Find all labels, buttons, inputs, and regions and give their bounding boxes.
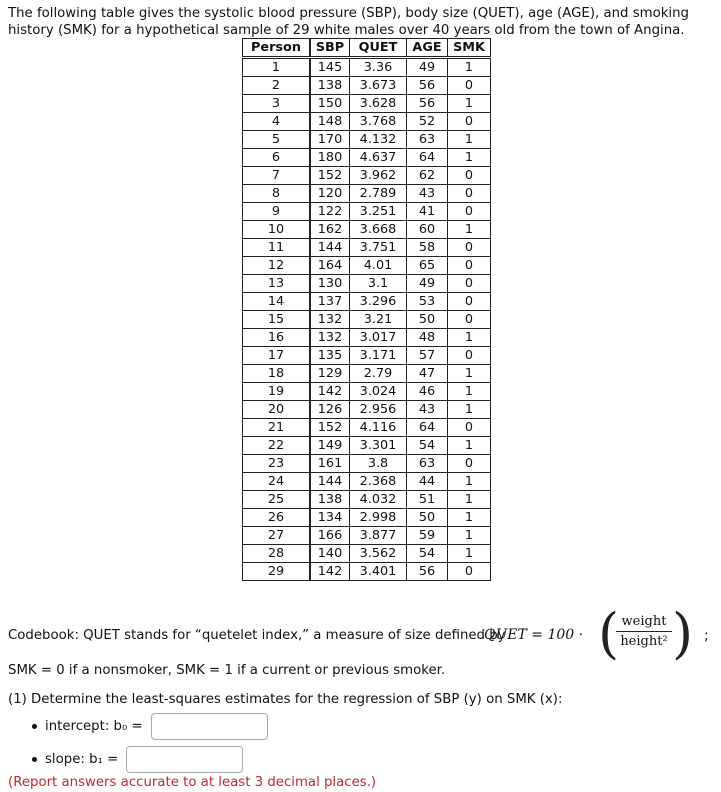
quet-formula: QUET = 100 · xyxy=(484,627,584,643)
intro-text: The following table gives the systolic blood pressure (SBP), body size (QUET), age (AGE), and smoking history (SMK) for a hypothetical sample of 29 white males over 40 years old from the town of Angina. xyxy=(8,6,689,38)
cell-smk: 0 xyxy=(448,455,491,473)
table-row xyxy=(243,473,491,491)
cell-smk: 1 xyxy=(448,149,491,167)
cell-sbp: 142 xyxy=(310,383,350,401)
cell-sbp: 149 xyxy=(310,437,350,455)
cell-quet: 4.116 xyxy=(350,419,407,437)
cell-quet: 3.962 xyxy=(350,167,407,185)
cell-sbp: 122 xyxy=(310,203,350,221)
cell-quet: 3.171 xyxy=(350,347,407,365)
cell-sbp: 161 xyxy=(310,455,350,473)
cell-age: 60 xyxy=(407,221,448,239)
cell-smk: 0 xyxy=(448,275,491,293)
cell-person: 10 xyxy=(243,221,311,239)
cell-quet: 2.998 xyxy=(350,509,407,527)
cell-sbp: 130 xyxy=(310,275,350,293)
table-row xyxy=(243,257,491,275)
cell-smk: 0 xyxy=(448,167,491,185)
cell-person: 11 xyxy=(243,239,311,257)
table-row xyxy=(243,275,491,293)
cell-sbp: 138 xyxy=(310,77,350,95)
cell-person: 28 xyxy=(243,545,311,563)
cell-smk: 1 xyxy=(448,329,491,347)
header-quet: QUET xyxy=(350,39,407,58)
table-row xyxy=(243,131,491,149)
cell-quet: 4.032 xyxy=(350,491,407,509)
cell-smk: 1 xyxy=(448,58,491,77)
cell-age: 49 xyxy=(407,275,448,293)
cell-quet: 3.401 xyxy=(350,563,407,581)
header-sbp: SBP xyxy=(310,39,350,58)
cell-person: 29 xyxy=(243,563,311,581)
table-row xyxy=(243,239,491,257)
cell-age: 59 xyxy=(407,527,448,545)
cell-age: 63 xyxy=(407,131,448,149)
cell-sbp: 170 xyxy=(310,131,350,149)
cell-sbp: 140 xyxy=(310,545,350,563)
table-row xyxy=(243,167,491,185)
cell-quet: 2.368 xyxy=(350,473,407,491)
cell-smk: 1 xyxy=(448,473,491,491)
intercept-input[interactable] xyxy=(151,713,268,740)
intercept-row xyxy=(32,713,268,740)
cell-quet: 3.562 xyxy=(350,545,407,563)
cell-age: 47 xyxy=(407,365,448,383)
cell-smk: 0 xyxy=(448,257,491,275)
cell-sbp: 120 xyxy=(310,185,350,203)
precision-note: (Report answers accurate to at least 3 decimal places.) xyxy=(8,775,377,790)
cell-age: 57 xyxy=(407,347,448,365)
cell-sbp: 150 xyxy=(310,95,350,113)
cell-age: 49 xyxy=(407,58,448,77)
table-row xyxy=(243,185,491,203)
intercept-label: intercept: b₀ = xyxy=(45,719,143,734)
cell-quet: 3.628 xyxy=(350,95,407,113)
cell-person: 24 xyxy=(243,473,311,491)
question-prompt: (1) Determine the least-squares estimates for the regression of SBP (y) on SMK (x): xyxy=(8,692,563,707)
table-row xyxy=(243,455,491,473)
cell-person: 13 xyxy=(243,275,311,293)
semicolon: ; xyxy=(704,628,709,644)
cell-age: 51 xyxy=(407,491,448,509)
cell-person: 27 xyxy=(243,527,311,545)
cell-quet: 4.01 xyxy=(350,257,407,275)
table-row xyxy=(243,203,491,221)
cell-smk: 0 xyxy=(448,293,491,311)
table-row xyxy=(243,149,491,167)
cell-smk: 0 xyxy=(448,77,491,95)
cell-sbp: 137 xyxy=(310,293,350,311)
codebook-text: Codebook: QUET stands for “quetelet index,” a measure of size defined by xyxy=(8,628,506,643)
bullet-icon xyxy=(32,757,37,762)
cell-age: 58 xyxy=(407,239,448,257)
cell-quet: 3.768 xyxy=(350,113,407,131)
cell-quet: 3.751 xyxy=(350,239,407,257)
fraction-numerator: weight xyxy=(616,614,672,632)
table-row xyxy=(243,293,491,311)
table-row xyxy=(243,527,491,545)
cell-age: 50 xyxy=(407,311,448,329)
cell-smk: 0 xyxy=(448,563,491,581)
cell-age: 41 xyxy=(407,203,448,221)
cell-quet: 3.301 xyxy=(350,437,407,455)
cell-person: 18 xyxy=(243,365,311,383)
cell-age: 50 xyxy=(407,509,448,527)
cell-quet: 4.132 xyxy=(350,131,407,149)
cell-age: 56 xyxy=(407,77,448,95)
cell-person: 16 xyxy=(243,329,311,347)
table-row xyxy=(243,311,491,329)
cell-smk: 0 xyxy=(448,311,491,329)
table-row xyxy=(243,491,491,509)
cell-smk: 1 xyxy=(448,95,491,113)
cell-quet: 3.8 xyxy=(350,455,407,473)
table-row xyxy=(243,95,491,113)
cell-person: 9 xyxy=(243,203,311,221)
cell-sbp: 148 xyxy=(310,113,350,131)
cell-smk: 1 xyxy=(448,401,491,419)
header-age: AGE xyxy=(407,39,448,58)
cell-smk: 1 xyxy=(448,545,491,563)
cell-person: 19 xyxy=(243,383,311,401)
cell-smk: 0 xyxy=(448,239,491,257)
table-row xyxy=(243,77,491,95)
cell-smk: 1 xyxy=(448,437,491,455)
cell-age: 52 xyxy=(407,113,448,131)
right-paren: ) xyxy=(672,602,694,665)
cell-person: 23 xyxy=(243,455,311,473)
cell-quet: 3.21 xyxy=(350,311,407,329)
cell-age: 64 xyxy=(407,419,448,437)
cell-age: 62 xyxy=(407,167,448,185)
cell-age: 54 xyxy=(407,545,448,563)
cell-quet: 3.668 xyxy=(350,221,407,239)
fraction-denominator: height² xyxy=(620,634,668,649)
table-row xyxy=(243,113,491,131)
table-row xyxy=(243,401,491,419)
bullet-icon xyxy=(32,724,37,729)
table-row xyxy=(243,509,491,527)
table-row xyxy=(243,545,491,563)
cell-sbp: 129 xyxy=(310,365,350,383)
cell-age: 43 xyxy=(407,185,448,203)
cell-sbp: 152 xyxy=(310,167,350,185)
cell-sbp: 180 xyxy=(310,149,350,167)
cell-quet: 3.251 xyxy=(350,203,407,221)
cell-person: 17 xyxy=(243,347,311,365)
cell-person: 21 xyxy=(243,419,311,437)
cell-age: 48 xyxy=(407,329,448,347)
table-row xyxy=(243,58,491,77)
smk-definition: SMK = 0 if a nonsmoker, SMK = 1 if a current or previous smoker. xyxy=(8,663,446,678)
cell-smk: 1 xyxy=(448,365,491,383)
cell-sbp: 144 xyxy=(310,239,350,257)
cell-age: 56 xyxy=(407,95,448,113)
cell-sbp: 126 xyxy=(310,401,350,419)
cell-sbp: 166 xyxy=(310,527,350,545)
cell-sbp: 132 xyxy=(310,329,350,347)
cell-person: 14 xyxy=(243,293,311,311)
cell-person: 12 xyxy=(243,257,311,275)
cell-person: 8 xyxy=(243,185,311,203)
cell-person: 3 xyxy=(243,95,311,113)
cell-quet: 3.36 xyxy=(350,58,407,77)
cell-sbp: 152 xyxy=(310,419,350,437)
cell-age: 46 xyxy=(407,383,448,401)
cell-age: 64 xyxy=(407,149,448,167)
cell-person: 15 xyxy=(243,311,311,329)
cell-age: 53 xyxy=(407,293,448,311)
left-paren: ( xyxy=(598,602,620,665)
cell-person: 4 xyxy=(243,113,311,131)
cell-quet: 3.024 xyxy=(350,383,407,401)
cell-sbp: 134 xyxy=(310,509,350,527)
data-table xyxy=(242,38,491,581)
cell-person: 2 xyxy=(243,77,311,95)
table-row xyxy=(243,347,491,365)
slope-input[interactable] xyxy=(126,746,243,773)
cell-smk: 1 xyxy=(448,491,491,509)
cell-age: 44 xyxy=(407,473,448,491)
cell-person: 26 xyxy=(243,509,311,527)
cell-age: 54 xyxy=(407,437,448,455)
cell-age: 63 xyxy=(407,455,448,473)
table-row xyxy=(243,383,491,401)
cell-person: 7 xyxy=(243,167,311,185)
cell-sbp: 144 xyxy=(310,473,350,491)
cell-smk: 0 xyxy=(448,185,491,203)
table-row xyxy=(243,221,491,239)
cell-smk: 1 xyxy=(448,527,491,545)
table-row xyxy=(243,437,491,455)
cell-sbp: 142 xyxy=(310,563,350,581)
cell-smk: 1 xyxy=(448,131,491,149)
table-row xyxy=(243,365,491,383)
cell-sbp: 164 xyxy=(310,257,350,275)
cell-person: 5 xyxy=(243,131,311,149)
table-row xyxy=(243,329,491,347)
cell-person: 6 xyxy=(243,149,311,167)
cell-sbp: 145 xyxy=(310,58,350,77)
cell-quet: 3.017 xyxy=(350,329,407,347)
cell-smk: 0 xyxy=(448,113,491,131)
cell-age: 43 xyxy=(407,401,448,419)
cell-smk: 0 xyxy=(448,419,491,437)
cell-sbp: 132 xyxy=(310,311,350,329)
header-person: Person xyxy=(243,39,311,58)
cell-smk: 1 xyxy=(448,383,491,401)
cell-age: 56 xyxy=(407,563,448,581)
cell-smk: 1 xyxy=(448,509,491,527)
cell-smk: 1 xyxy=(448,221,491,239)
cell-quet: 3.877 xyxy=(350,527,407,545)
cell-sbp: 135 xyxy=(310,347,350,365)
cell-quet: 2.789 xyxy=(350,185,407,203)
cell-age: 65 xyxy=(407,257,448,275)
cell-person: 1 xyxy=(243,58,311,77)
slope-label: slope: b₁ = xyxy=(45,752,119,767)
cell-quet: 2.956 xyxy=(350,401,407,419)
cell-smk: 0 xyxy=(448,203,491,221)
cell-sbp: 138 xyxy=(310,491,350,509)
cell-quet: 2.79 xyxy=(350,365,407,383)
cell-quet: 3.1 xyxy=(350,275,407,293)
table-row xyxy=(243,563,491,581)
cell-quet: 4.637 xyxy=(350,149,407,167)
cell-person: 22 xyxy=(243,437,311,455)
cell-sbp: 162 xyxy=(310,221,350,239)
table-row xyxy=(243,419,491,437)
table-header-row xyxy=(243,39,491,58)
header-smk: SMK xyxy=(448,39,491,58)
cell-person: 25 xyxy=(243,491,311,509)
slope-row xyxy=(32,746,243,773)
quet-fraction xyxy=(598,604,698,668)
cell-person: 20 xyxy=(243,401,311,419)
cell-quet: 3.673 xyxy=(350,77,407,95)
table-body xyxy=(243,58,491,581)
cell-smk: 0 xyxy=(448,347,491,365)
cell-quet: 3.296 xyxy=(350,293,407,311)
